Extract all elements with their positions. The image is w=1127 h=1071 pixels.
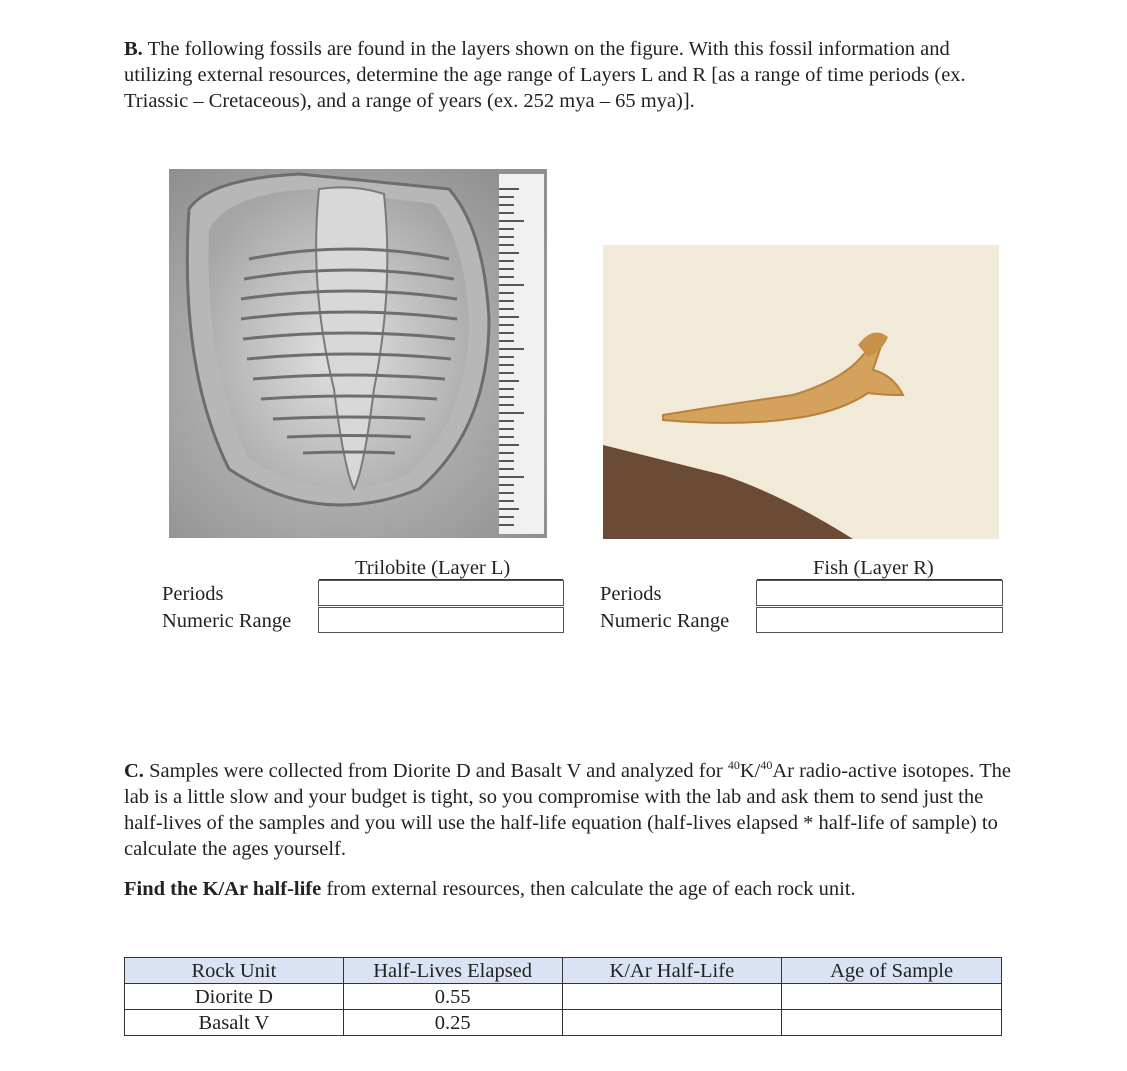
cell-kar-half-life-input[interactable] — [562, 984, 782, 1010]
trilobite-numeric-range-field[interactable] — [318, 607, 564, 633]
table-header-row — [125, 958, 1002, 984]
cell-half-lives-elapsed: 0.25 — [343, 1010, 562, 1036]
cell-kar-half-life-input[interactable] — [562, 1010, 782, 1036]
trilobite-fossil-image — [169, 169, 547, 538]
fish-caption: Fish (Layer R) — [813, 557, 934, 579]
fish-periods-field[interactable] — [756, 580, 1003, 606]
cell-age-of-sample-input[interactable] — [782, 984, 1002, 1010]
section-c-instruction — [124, 876, 1014, 902]
section-c-label: C. — [124, 760, 144, 782]
cell-half-lives-elapsed: 0.55 — [343, 984, 562, 1010]
k-isotope-superscript: 40 — [727, 758, 740, 773]
trilobite-numeric-range-label: Numeric Range — [162, 610, 292, 632]
find-half-life-rest: from external resources, then calculate the age of each rock unit. — [321, 878, 856, 900]
header-rock-unit: Rock Unit — [125, 958, 344, 984]
section-c-prompt — [124, 758, 1014, 862]
header-kar-half-life: K/Ar Half-Life — [562, 958, 782, 984]
rock-age-table — [124, 957, 1002, 1036]
fish-numeric-range-field[interactable] — [756, 607, 1003, 633]
section-b-text: The following fossils are found in the layers shown on the figure. With this fossil information and utilizing external resources, determine the age range of Layers L and R [as a range of time periods (ex. Triassic – Cretaceous), and a range of years (ex. 252 mya – 65 mya)]. — [124, 38, 966, 112]
section-c-text-2: radio-active isotopes. The lab is a little slow and your budget is tight, so you compromise with the lab and ask them to send just the half-lives of the samples and you will use the half-life equation (half-lives elapsed * half-life of sample) to calculate the ages yourself. — [124, 760, 1012, 860]
cell-rock-unit: Diorite D — [125, 984, 344, 1010]
ar-isotope-superscript: 40 — [760, 758, 773, 773]
section-c-text-1: Samples were collected from Diorite D and Basalt V and analyzed for — [149, 760, 728, 782]
find-half-life-bold: Find the K/Ar half-life — [124, 878, 322, 900]
table-row — [125, 1010, 1002, 1036]
header-half-lives-elapsed: Half-Lives Elapsed — [343, 958, 562, 984]
trilobite-periods-label: Periods — [162, 583, 224, 605]
fish-periods-label: Periods — [600, 583, 662, 605]
section-b-prompt — [124, 36, 1004, 114]
cell-rock-unit: Basalt V — [125, 1010, 344, 1036]
cell-age-of-sample-input[interactable] — [782, 1010, 1002, 1036]
ar-isotope-symbol: Ar — [772, 760, 794, 782]
fish-numeric-range-label: Numeric Range — [600, 610, 730, 632]
k-isotope-symbol: K/ — [739, 760, 761, 782]
section-b-label: B. — [124, 38, 143, 60]
trilobite-caption: Trilobite (Layer L) — [355, 557, 511, 579]
table-row — [125, 984, 1002, 1010]
header-age-of-sample: Age of Sample — [782, 958, 1002, 984]
fish-fossil-image — [603, 245, 999, 539]
trilobite-periods-field[interactable] — [318, 580, 564, 606]
